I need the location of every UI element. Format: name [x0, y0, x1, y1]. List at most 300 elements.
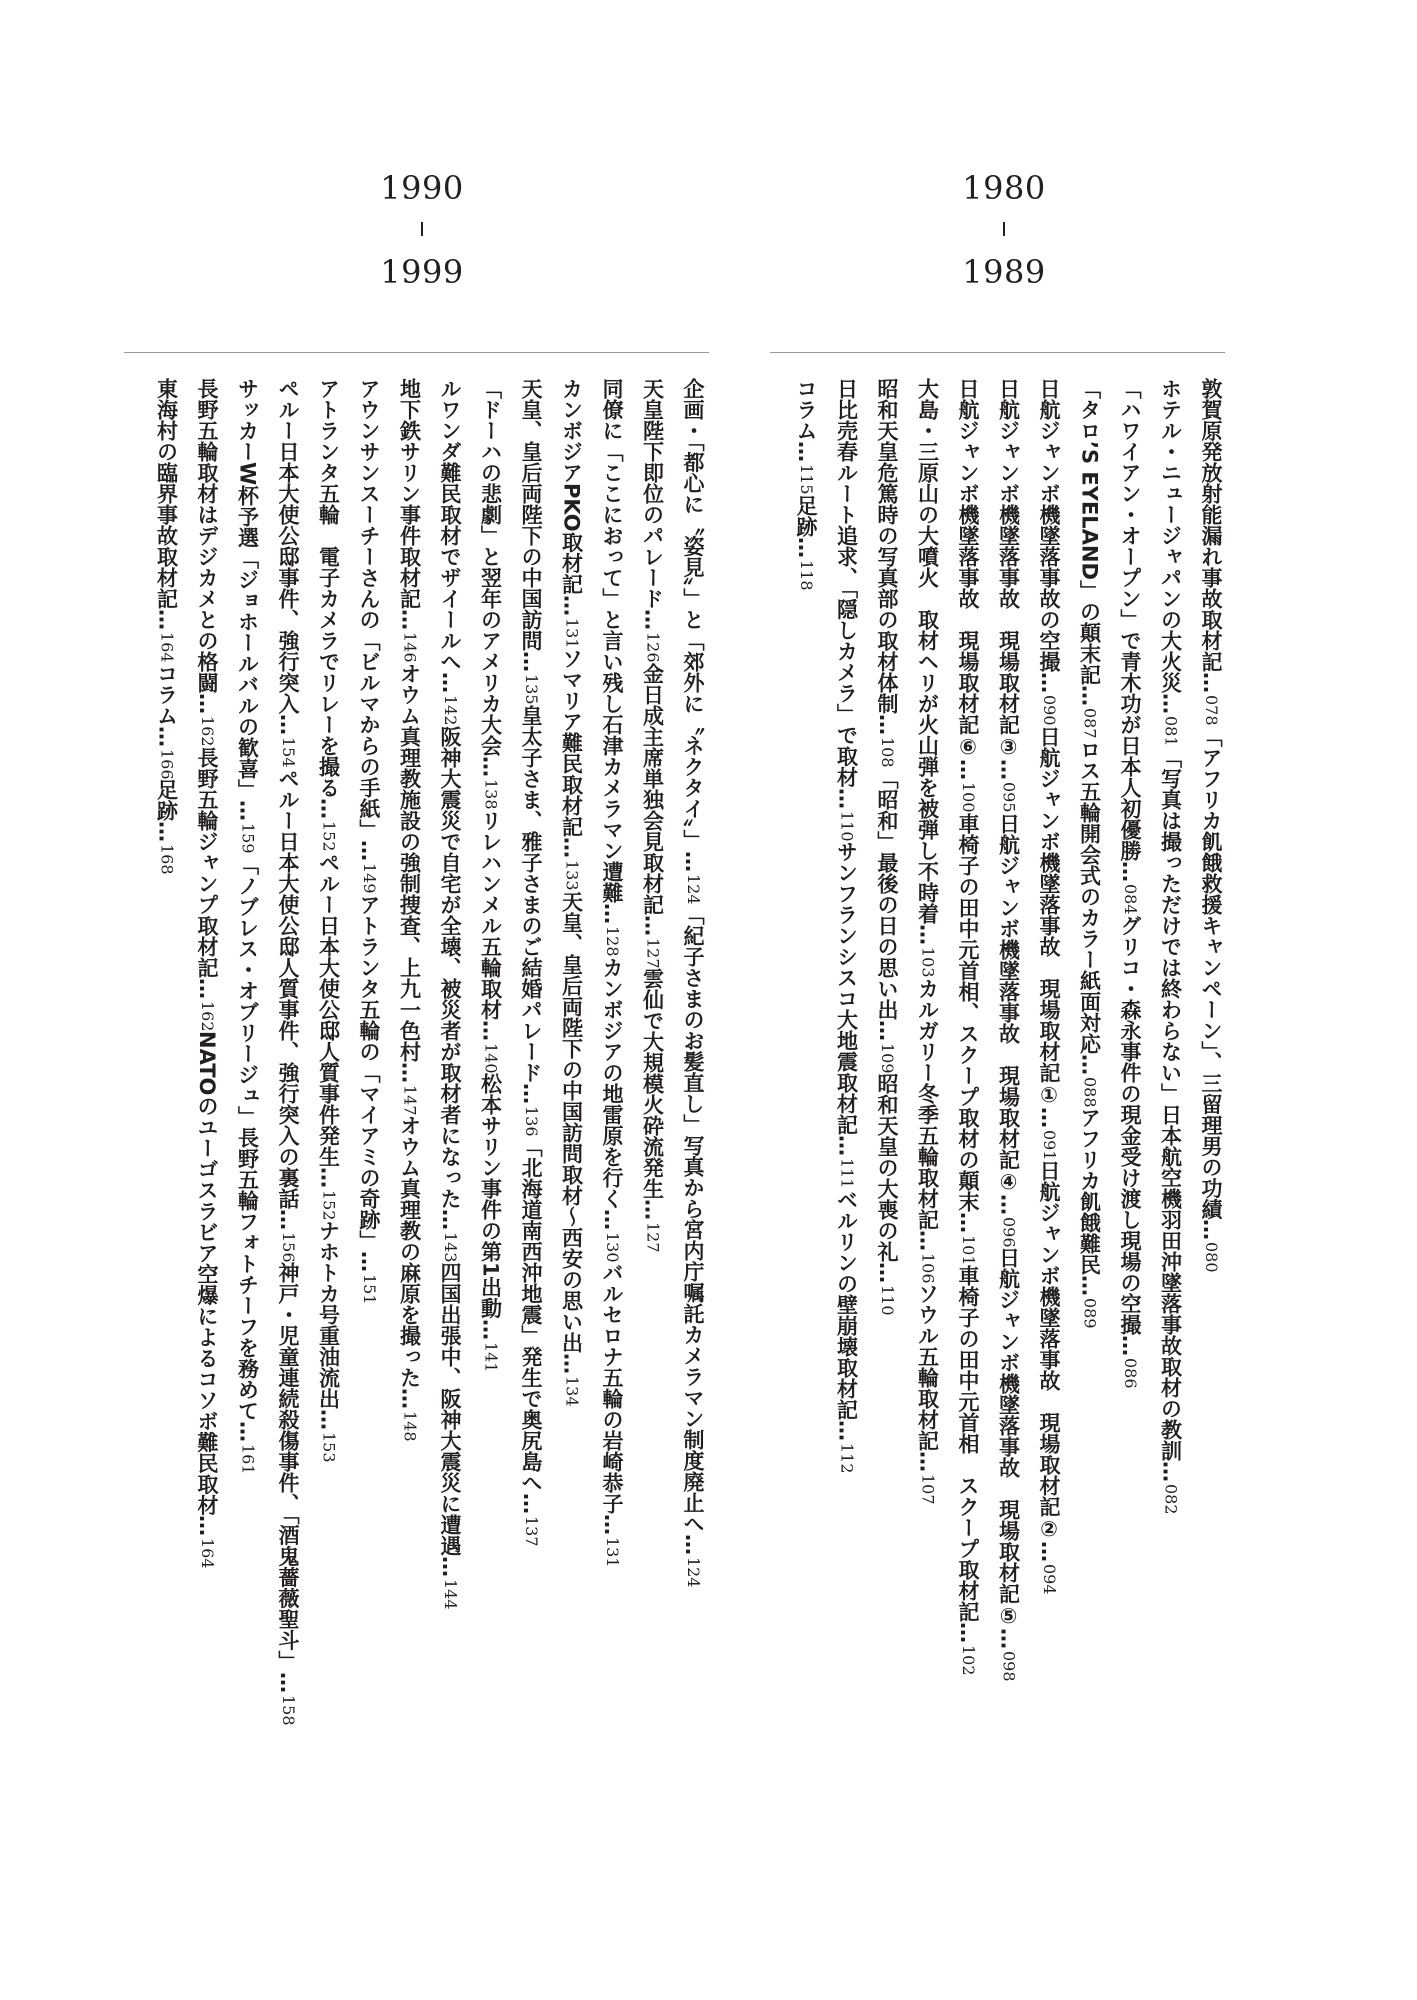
toc-entry-page: 086 [1121, 1357, 1140, 1389]
toc-entry-page: 156 [279, 1231, 298, 1263]
leader-dots: … [519, 1493, 543, 1513]
toc-entry-page: 080 [1202, 1242, 1221, 1273]
leader-dots: … [956, 1622, 980, 1642]
leader-dots: … [1158, 693, 1183, 712]
toc-line [227, 378, 268, 1928]
toc-1980s [761, 378, 1231, 1928]
toc-entry-page: 159 [238, 823, 258, 854]
toc-line [867, 378, 908, 1928]
toc-entry-page: 138 [481, 779, 501, 810]
toc-entry-title: アウンサンスーチーさんの「ビルマからの手紙」 [357, 378, 381, 840]
leader-dots: … [956, 1211, 980, 1231]
toc-entry-title: アフリカ飢餓難民 [1077, 1107, 1102, 1276]
toc-entry [438, 378, 462, 726]
toc-entry [357, 378, 381, 894]
leader-dots: … [996, 759, 1021, 778]
toc-entry-title: コラム [154, 662, 179, 726]
toc-entry-title: ペルー日本大使公邸人質事件、強行突入の裏話 [276, 767, 300, 1209]
leader-dots: … [600, 903, 624, 922]
toc-entry-page: 130 [603, 1231, 622, 1263]
toc-entry-title: 阪神大震災で自宅が全壊、被災者が取材者になった [438, 725, 462, 1209]
toc-entry-page: 087 [1080, 707, 1100, 739]
period-start-year: 1980 [962, 169, 1046, 207]
toc-entry [479, 810, 503, 1074]
toc-entry [560, 891, 584, 1407]
leader-dots: … [915, 1451, 940, 1471]
toc-entry-page: 110 [878, 1285, 897, 1316]
toc-entry [1037, 1160, 1061, 1595]
toc-entry [195, 747, 219, 1032]
toc-entry-page: 094 [1040, 1564, 1059, 1595]
leader-dots: … [681, 850, 705, 870]
toc-entry-page: 096 [999, 1216, 1019, 1248]
toc-entry [479, 378, 503, 810]
toc-entry [956, 813, 980, 1266]
toc-entry-title: 東海村の臨界事故取材記 [154, 378, 179, 609]
toc-entry-title: ロス五輪開会式のカラー紙面対応 [1077, 738, 1102, 1054]
leader-dots: … [316, 1409, 341, 1429]
toc-entry-title: オウム真理教の麻原を撮った [397, 1115, 422, 1389]
toc-line [907, 378, 948, 1928]
leader-dots: … [1199, 1219, 1223, 1239]
leader-dots: … [996, 1628, 1021, 1648]
toc-entry [317, 378, 341, 852]
leader-dots: … [397, 609, 422, 628]
toc-entry [835, 378, 859, 841]
toc-entry-page: 095 [999, 782, 1019, 813]
toc-entry-page: 106 [918, 1252, 938, 1284]
period-dash [421, 222, 423, 236]
toc-entry [398, 1115, 422, 1442]
leader-dots: … [1077, 1275, 1102, 1295]
toc-entry-page: 148 [400, 1411, 420, 1442]
leader-dots: … [235, 1420, 260, 1440]
leader-dots: … [438, 1556, 462, 1576]
toc-entry-title: 松本サリン事件の第1出動 [478, 1073, 503, 1319]
toc-entry-page: 090 [1040, 695, 1059, 726]
toc-entry-title: バルセロナ五輪の岩崎恭子 [600, 1262, 624, 1515]
toc-entry [956, 1265, 980, 1676]
toc-line [948, 378, 989, 1928]
leader-dots: … [519, 651, 543, 670]
toc-entry [794, 378, 818, 495]
toc-entry-title: 「ノブレス・オブリージュ」長野五輪フォトチーフを務めて [235, 853, 260, 1421]
toc-1990s [123, 378, 713, 1928]
toc-entry [236, 854, 260, 1475]
leader-dots: … [478, 756, 503, 775]
toc-entry [1037, 378, 1061, 726]
toc-entry [681, 904, 705, 1588]
toc-entry [519, 1136, 543, 1547]
toc-entry-title: サッカーW杯予選「ジョホールバルの歓喜」 [235, 378, 260, 801]
toc-entry-title: 天皇、皇后両陛下の中国訪問取材～西安の思い出 [559, 890, 584, 1353]
toc-entry [398, 378, 422, 663]
leader-dots: … [956, 759, 980, 778]
toc-entry-page: 127 [643, 1222, 663, 1253]
leader-dots: … [276, 714, 300, 733]
leader-dots: … [316, 798, 341, 817]
leader-dots: … [1077, 1053, 1102, 1073]
toc-entry-title: 昭和天皇危篤時の写真部の取材体制 [875, 378, 899, 714]
toc-entry [1159, 378, 1183, 747]
toc-entry-title: カンボジアの地雷原を行く [600, 956, 624, 1209]
leader-dots: … [397, 1388, 422, 1408]
toc-entry-page: 107 [918, 1474, 938, 1505]
toc-line [389, 378, 430, 1928]
toc-entry-page: 102 [959, 1645, 978, 1676]
toc-entry [519, 705, 543, 1137]
toc-line [349, 378, 390, 1928]
toc-entry-page: 135 [522, 674, 541, 705]
toc-entry-page: 133 [562, 860, 582, 891]
toc-entry-title: 車椅子の田中元首相 スクープ取材記 [956, 1265, 980, 1623]
toc-entry [1199, 726, 1223, 1273]
toc-entry [641, 968, 665, 1253]
leader-dots: … [559, 1352, 584, 1372]
toc-entry-page: 131 [562, 617, 582, 649]
toc-entry-page: 152 [319, 1189, 339, 1221]
toc-line [1029, 378, 1070, 1928]
toc-entry-page: 136 [522, 1105, 541, 1137]
toc-entry-page: 082 [1161, 1483, 1181, 1515]
leader-dots: … [600, 1514, 624, 1534]
toc-entry-title: 地下鉄サリン事件取材記 [397, 378, 422, 609]
toc-entry-title: 「昭和」最後の日の思い出 [875, 767, 899, 1020]
toc-entry-page: 146 [400, 632, 420, 663]
toc-entry [916, 378, 940, 978]
toc-entry-page: 147 [400, 1084, 420, 1116]
toc-entry-title: 天皇、皇后両陛下の中国訪問 [519, 378, 543, 651]
toc-entry-page: 168 [157, 844, 177, 875]
leader-dots: … [438, 672, 462, 691]
toc-line [786, 378, 827, 1928]
toc-entry-page: 142 [441, 695, 460, 726]
toc-entry [997, 378, 1021, 813]
toc-entry-page: 144 [441, 1579, 460, 1610]
leader-dots: … [1037, 672, 1061, 691]
toc-entry [1078, 1107, 1102, 1329]
toc-entry-title: 皇太子さま、雅子さまのご結婚パレード [519, 704, 543, 1083]
toc-line [511, 378, 552, 1928]
toc-entry-page: 166 [157, 748, 177, 780]
toc-entry-title: ナホトカ号重油流出 [316, 1220, 341, 1410]
toc-entry-title: 長野五輪ジャンプ取材記 [195, 746, 219, 978]
toc-entry [916, 1283, 940, 1505]
toc-entry [155, 663, 179, 780]
toc-entry-page: 141 [481, 1341, 501, 1373]
toc-entry [600, 378, 624, 957]
toc-entry [875, 768, 899, 1074]
toc-entry [155, 378, 179, 663]
toc-entry-title: ペルー日本大使公邸人質事件発生 [316, 851, 341, 1167]
toc-entry-title: 「ハワイアン・オープン」で青木功が日本人初優勝 [1118, 378, 1142, 861]
toc-entry-page: 140 [481, 1042, 501, 1074]
toc-line [430, 378, 471, 1928]
toc-entry-title: 「タロ’S EYELAND」の顛末記 [1077, 378, 1102, 685]
leader-dots: … [834, 787, 859, 807]
toc-line [1191, 378, 1232, 1928]
toc-entry-title: ソウル五輪取材記 [915, 1283, 940, 1452]
toc-entry-page: 098 [999, 1651, 1019, 1682]
toc-entry-page: 101 [959, 1234, 978, 1266]
toc-entry-title: 日航ジャンボ機墜落事故 現場取材記⑥ [956, 378, 980, 759]
leader-dots: … [875, 1262, 899, 1282]
toc-entry-title: ルワンダ難民取材でザイールへ [438, 378, 462, 672]
toc-entry-title: オウム真理教施設の強制捜査、上九一色村 [397, 662, 422, 1062]
period-end-year: 1999 [380, 253, 464, 291]
toc-entry-title: 雲仙で大規模火砕流発生 [640, 968, 665, 1200]
leader-dots: … [1118, 1334, 1142, 1354]
toc-entry [236, 378, 260, 854]
toc-entry-title: 長野五輪取材はデジカメとの格闘 [195, 378, 219, 693]
toc-line [592, 378, 633, 1928]
toc-entry-page: 100 [959, 782, 978, 813]
toc-entry-page: 078 [1202, 695, 1221, 726]
toc-entry-page: 111 [837, 1158, 857, 1189]
toc-entry [155, 779, 179, 875]
toc-entry [276, 1262, 300, 1725]
leader-dots: … [1037, 1541, 1061, 1561]
toc-entry-title: 日航ジャンボ機墜落事故 現場取材記③ [996, 378, 1021, 759]
leader-dots: … [681, 1534, 705, 1554]
leader-dots: … [438, 1208, 462, 1228]
toc-entry-title: NATOのユーゴスラビア空爆によるコソボ難民取材 [195, 1031, 219, 1516]
toc-entry-page: 109 [878, 1042, 897, 1074]
toc-entry [560, 378, 584, 648]
leader-dots: … [154, 609, 179, 628]
toc-entry [357, 894, 381, 1305]
toc-entry-title: ペルー日本大使公邸事件、強行突入 [276, 378, 300, 714]
divider-1980s [770, 352, 1225, 353]
leader-dots: … [397, 1061, 422, 1081]
toc-entry-title: 日航ジャンボ機墜落事故 現場取材記② [1037, 1160, 1061, 1542]
toc-entry-page: 154 [279, 737, 298, 768]
period-end-year: 1989 [962, 253, 1046, 291]
leader-dots: … [794, 536, 818, 556]
toc-entry [875, 378, 899, 768]
toc-entry [317, 1220, 341, 1463]
leader-dots: … [875, 714, 899, 733]
toc-entry-title: サンフランシスコ大地震取材記 [834, 841, 859, 1136]
toc-line [826, 378, 867, 1928]
toc-entry-page: 164 [198, 1538, 217, 1570]
toc-entry [916, 978, 940, 1284]
leader-dots: … [478, 1019, 503, 1039]
toc-entry [276, 378, 300, 768]
toc-entry-title: ベルリンの壁崩壊取材記 [834, 1188, 859, 1420]
toc-entry [195, 378, 219, 747]
leader-dots: … [235, 800, 260, 820]
toc-entry-page: 128 [603, 926, 622, 957]
toc-entry [1078, 378, 1102, 739]
period-heading-1980s [904, 169, 1104, 291]
toc-entry-title: ホテル・ニュージャパンの大火災 [1158, 378, 1183, 693]
toc-entry-title: 「アフリカ飢餓救援キャンペーン」、三留理男の功績 [1199, 725, 1223, 1220]
toc-entry-title: 足跡 [154, 779, 179, 822]
toc-entry [794, 495, 818, 591]
toc-entry-title: 日航ジャンボ機墜落事故 現場取材記④ [996, 812, 1021, 1194]
divider-1990s [124, 352, 709, 353]
toc-entry-title: コラム [794, 378, 818, 441]
leader-dots: … [276, 1208, 300, 1228]
leader-dots: … [1118, 861, 1142, 880]
toc-entry [438, 726, 462, 1263]
toc-line [988, 378, 1029, 1928]
leader-dots: … [357, 840, 381, 859]
toc-line [1069, 378, 1110, 1928]
toc-entry [600, 957, 624, 1263]
leader-dots: … [834, 1135, 859, 1155]
leader-dots: … [640, 914, 665, 934]
leader-dots: … [1077, 684, 1102, 704]
toc-entry-page: 103 [918, 947, 938, 978]
toc-entry [835, 1189, 859, 1474]
leader-dots: … [794, 441, 818, 460]
toc-entry-page: 084 [1121, 884, 1140, 915]
toc-entry [956, 378, 980, 813]
toc-entry-page: 088 [1080, 1076, 1100, 1108]
toc-entry-page: 131 [603, 1537, 622, 1568]
toc-entry-page: 112 [837, 1442, 857, 1474]
leader-dots: … [195, 1515, 219, 1535]
toc-entry-title: 同僚に「ここにおって」と言い残し石津カメラマン遭難 [600, 378, 624, 903]
toc-line [308, 378, 349, 1928]
toc-line [632, 378, 673, 1928]
toc-line [1110, 378, 1151, 1928]
toc-line [470, 378, 511, 1928]
toc-entry-title: 車椅子の田中元首相、スクープ取材の顛末 [956, 812, 980, 1212]
leader-dots: … [1158, 1460, 1183, 1480]
toc-entry-title: リレハンメル五輪取材 [478, 809, 503, 1020]
leader-dots: … [1037, 1106, 1061, 1126]
toc-entry-page: 124 [684, 873, 703, 905]
toc-entry [438, 1262, 462, 1610]
toc-entry-title: 四国出張中、阪神大震災に遭遇 [438, 1262, 462, 1557]
toc-entry [560, 648, 584, 891]
toc-entry [641, 663, 665, 969]
toc-line [673, 378, 714, 1928]
toc-entry [1199, 378, 1223, 726]
leader-dots: … [478, 1318, 503, 1338]
toc-entry-page: 158 [279, 1694, 298, 1726]
leader-dots: … [640, 1199, 665, 1219]
leader-dots: … [915, 924, 940, 943]
leader-dots: … [559, 594, 584, 614]
toc-entry-page: 124 [684, 1557, 703, 1588]
leader-dots: … [996, 1193, 1021, 1213]
toc-line [268, 378, 309, 1928]
toc-line [187, 378, 228, 1928]
toc-entry-title: 企画・「都心に〝姿見〟」と「郊外に〝ネクタイ〟」 [681, 378, 705, 851]
toc-entry-page: 091 [1040, 1129, 1059, 1161]
leader-dots: … [195, 977, 219, 997]
toc-entry [276, 768, 300, 1263]
toc-entry-page: 162 [198, 1000, 217, 1032]
toc-entry-title: 「北海道南西沖地震」発生で奥尻島へ [519, 1136, 543, 1494]
leader-dots: … [154, 725, 179, 745]
toc-entry-page: 089 [1080, 1298, 1100, 1329]
toc-entry [875, 1073, 899, 1316]
period-heading-1990s [322, 169, 522, 291]
toc-entry-title: グリコ・森永事件の現金受け渡し現場の空撮 [1118, 914, 1142, 1335]
toc-entry-page: 134 [562, 1375, 582, 1407]
toc-entry-title: 日比売春ルート追求、「隠しカメラ」で取材 [834, 378, 859, 788]
toc-entry-page: 110 [837, 810, 857, 842]
toc-entry-page: 081 [1161, 716, 1181, 747]
toc-entry-title: カンボジアPKO取材記 [559, 378, 584, 595]
toc-entry-page: 149 [360, 863, 379, 894]
toc-entry-title: 足跡 [794, 494, 818, 537]
toc-entry-title: ソマリア難民取材記 [559, 648, 584, 838]
leader-dots: … [640, 609, 665, 628]
toc-entry-page: 143 [441, 1231, 460, 1263]
toc-entry-page: 126 [643, 632, 663, 663]
toc-entry-title: アトランタ五輪 電子カメラでリレーを撮る [316, 378, 341, 798]
leader-dots: … [875, 1019, 899, 1039]
leader-dots: … [600, 1208, 624, 1228]
toc-entry [195, 1031, 219, 1569]
toc-entry [600, 1262, 624, 1568]
toc-entry [835, 841, 859, 1189]
toc-entry-page: 161 [238, 1443, 258, 1475]
leader-dots: … [154, 821, 179, 841]
toc-entry [479, 1073, 503, 1372]
toc-entry-page: 152 [319, 821, 339, 852]
toc-entry-title: 「写真は撮っただけでは終わらない」日本航空機羽田沖墜落事故取材の教訓 [1158, 746, 1183, 1461]
leader-dots: … [519, 1082, 543, 1102]
leader-dots: … [357, 1250, 381, 1270]
toc-entry [317, 852, 341, 1221]
toc-entry-title: 神戸・児童連続殺傷事件、「酒鬼薔薇聖斗」 [276, 1262, 300, 1672]
toc-line [146, 378, 187, 1928]
toc-entry [1037, 726, 1061, 1161]
toc-entry-page: 162 [198, 716, 217, 747]
toc-entry-title: 金日成主席単独会見取材記 [640, 662, 665, 915]
period-start-year: 1990 [380, 169, 464, 207]
toc-entry [641, 378, 665, 663]
toc-entry-page: 115 [797, 464, 816, 495]
toc-entry [1118, 378, 1142, 915]
toc-entry-page: 164 [157, 632, 177, 663]
leader-dots: … [316, 1166, 341, 1186]
leader-dots: … [195, 693, 219, 712]
toc-entry [398, 663, 422, 1116]
toc-entry-page: 137 [522, 1516, 541, 1547]
toc-entry-title: 「ドーハの悲劇」と翌年のアメリカ大会 [478, 378, 503, 756]
toc-entry-title: カルガリー冬季五輪取材記 [915, 977, 940, 1230]
leader-dots: … [834, 1419, 859, 1439]
toc-entry [519, 378, 543, 705]
toc-line [551, 378, 592, 1928]
toc-entry [997, 1247, 1021, 1682]
toc-entry-title: 昭和天皇の大喪の礼 [875, 1073, 899, 1263]
leader-dots: … [559, 837, 584, 857]
toc-entry [1118, 915, 1142, 1389]
toc-entry-title: 「紀子さまのお髪直し」写真から宮内庁嘱託カメラマン制度廃止へ [681, 904, 705, 1535]
toc-entry-title: 大島・三原山の大噴火 取材ヘリが火山弾を被弾し不時着 [915, 378, 940, 924]
toc-entry-title: アトランタ五輪の「マイアミの奇跡」 [357, 893, 381, 1251]
toc-entry-title: 日航ジャンボ機墜落事故の空撮 [1037, 378, 1061, 672]
toc-entry-page: 118 [797, 559, 816, 591]
toc-entry [997, 813, 1021, 1248]
toc-entry-title: 天皇陛下即位のパレード [640, 378, 665, 609]
toc-entry-title: 日航ジャンボ機墜落事故 現場取材記① [1037, 725, 1061, 1107]
toc-line [1150, 378, 1191, 1928]
leader-dots: … [1199, 672, 1223, 691]
toc-entry-title: 敦賀原発放射能漏れ事故取材記 [1199, 378, 1223, 672]
toc-entry-page: 108 [878, 737, 897, 768]
toc-entry-page: 127 [643, 937, 663, 969]
